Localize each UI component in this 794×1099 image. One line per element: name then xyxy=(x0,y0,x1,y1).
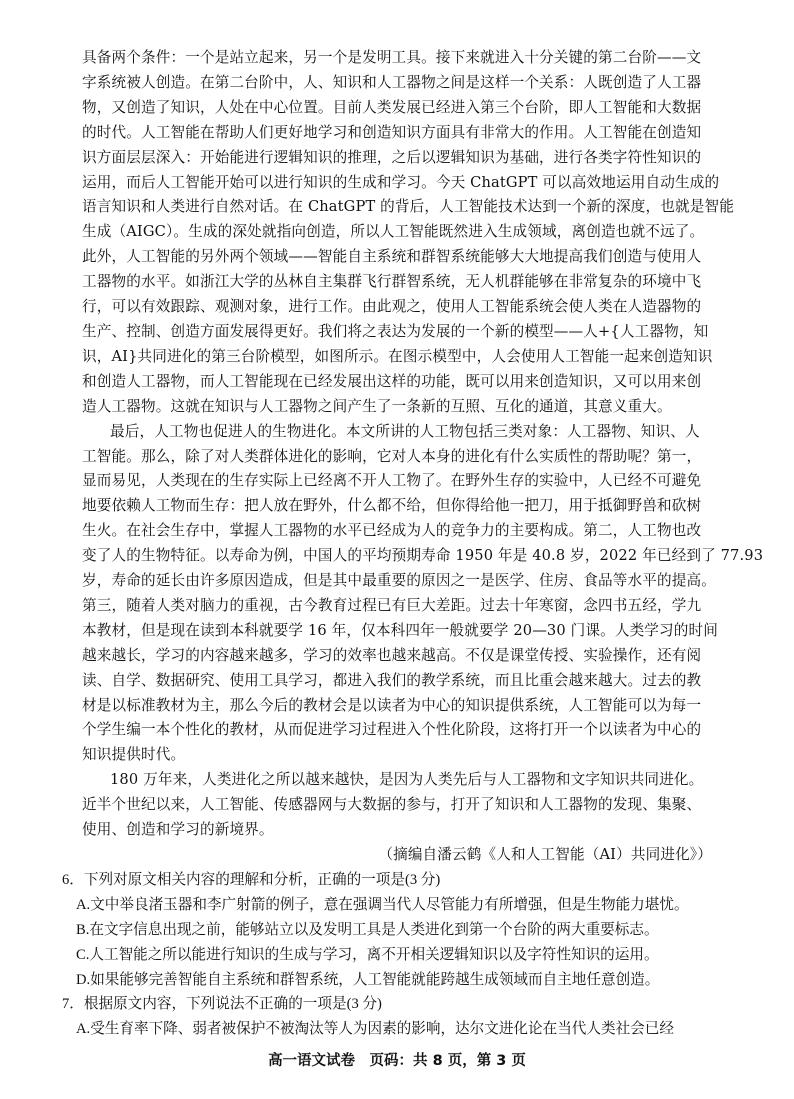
article-line: 字系统被人创造。在第二台阶中，人、知识和人工器物之间是这样一个关系：人既创造了人工器 xyxy=(82,73,702,91)
article-line: 的时代。人工智能在帮助人们更好地学习和创造知识方面具有非常大的作用。人工智能在创造知 xyxy=(82,123,702,141)
article-line: 180 万年来，人类进化之所以越来越快，是因为人类先后与人工器物和文字知识共同进化。 xyxy=(110,771,704,789)
article-line: 地要依赖人工物而生存：把人放在野外，什么都不给，但你得给他一把刀，用于抵御野兽和砍树 xyxy=(82,497,702,515)
article-line: 此外，人工智能的另外两个领域——智能自主系统和群智系统能够大大地提高我们创造与使用人 xyxy=(82,248,702,266)
page-footer: 高一语文试卷 页码：共 8 页，第 3 页 xyxy=(268,1053,526,1069)
answer-option-a: A.受生育率下降、弱者被保护不被淘汰等人为因素的影响，达尔文进化论在当代人类社会已经 xyxy=(76,1021,674,1038)
article-line: 材是以标准教材为主，那么今后的教材会是以读者为中心的知识提供系统，人工智能可以为每一 xyxy=(82,696,702,714)
article-line: 知识提供时代。 xyxy=(82,746,186,764)
article-line: 行，可以有效跟踪、观测对象，进行工作。由此观之，使用人工智能系统会使人类在人造器物的 xyxy=(82,298,702,316)
answer-option-c: C.人工智能之所以能进行知识的生成与学习，离不开相关逻辑知识以及字符性知识的运用。 xyxy=(76,946,659,963)
article-line: 识，AI}共同进化的第三台阶模型，如图所示。在图示模型中，人会使用人工智能一起来创造知识 xyxy=(82,347,713,365)
article-line: 第三，随着人类对脑力的重视，古今教育过程已有巨大差距。过去十年寒窗，念四书五经，学九 xyxy=(82,596,702,614)
article-line: 运用，而后人工智能开始可以进行知识的生成和学习。今天 ChatGPT 可以高效地运用自动生成的 xyxy=(82,173,720,191)
article-line: 使用、创造和学习的新境界。 xyxy=(82,821,274,839)
article-line: 物，又创造了知识，人处在中心位置。目前人类发展已经进入第三个台阶，即人工智能和大数据 xyxy=(82,98,702,116)
article-line: 工智能。那么，除了对人类群体进化的影响，它对人本身的进化有什么实质性的帮助呢？第一， xyxy=(82,447,702,465)
answer-option-a: A.文中举良渚玉器和李广射箭的例子，意在强调当代人尽管能力有所增强，但是生物能力堪忧。 xyxy=(76,896,689,913)
question-6 xyxy=(62,868,716,993)
article-line: 生产、控制、创造方面发展得更好。我们将之表达为发展的一个新的模型——人+{人工器物，知 xyxy=(82,322,709,340)
article-line: 生火。在社会生存中，掌握人工器物的水平已经成为人的竞争力的主要构成。第二，人工物也改 xyxy=(82,522,702,540)
article-line: 造人工器物。这就在知识与人工器物之间产生了一条新的互照、互化的通道，其意义重大。 xyxy=(82,397,672,415)
article-line: 具备两个条件：一个是站立起来，另一个是发明工具。接下来就进入十分关键的第二台阶——文 xyxy=(82,49,702,66)
article-line: 显而易见，人类现在的生存实际上已经离不开人工物了。在野外生存的实验中，人已经不可避免 xyxy=(82,472,702,490)
question-7 xyxy=(62,992,716,1042)
exam-page xyxy=(62,46,764,1042)
source-attribution: （摘编自潘云鹤《人和人工智能（AI）共同进化》） xyxy=(378,846,712,863)
article-line: 最后，人工物也促进人的生物进化。本文所讲的人工物包括三类对象：人工器物、知识、人 xyxy=(110,422,700,440)
article-line: 工器物的水平。如浙江大学的丛林自主集群飞行群智系统，无人机群能够在非常复杂的环境中飞 xyxy=(82,273,702,291)
question-stem: 6．下列对原文相关内容的理解和分析，正确的一项是(3 分) xyxy=(62,871,441,888)
article-line: 越来越长，学习的内容越来越多，学习的效率也越来越高。不仅是课堂传授、实验操作，还有阅 xyxy=(82,646,702,664)
article-line: 岁，寿命的延长由许多原因造成，但是其中最重要的原因之一是医学、住房、食品等水平的提高。 xyxy=(82,572,716,590)
article-line: 近半个世纪以来，人工智能、传感器网与大数据的参与，打开了知识和人工器物的发现、集聚、 xyxy=(82,796,702,814)
answer-option-b: B.在文字信息出现之前，能够站立以及发明工具是人类进化到第一个台阶的两大重要标志。 xyxy=(76,921,659,938)
question-stem: 7．根据原文内容，下列说法不正确的一项是(3 分) xyxy=(62,996,382,1013)
article-line: 读、自学、数据研究、使用工具学习，都进入我们的教学系统，而且比重会越来越大。过去的教 xyxy=(82,671,702,689)
article-line: 个学生编一本个性化的教材，从而促进学习过程进入个性化阶段，这将打开一个以读者为中心的 xyxy=(82,721,702,739)
article-line: 生成（AIGC）。生成的深处就指向创造，所以人工智能既然进入生成领域，离创造也就不远了。 xyxy=(82,223,705,241)
answer-option-d: D.如果能够完善智能自主系统和群智系统，人工智能就能跨越生成领域而自主地任意创造。 xyxy=(76,971,660,988)
article-line: 本教材，但是现在读到本科就要学 16 年，仅本科四年一般就要学 20—30 门课。人类学习的时间 xyxy=(82,621,719,639)
article-line: 语言知识和人类进行自然对话。在 ChatGPT 的背后，人工智能技术达到一个新的深度，也就是智能 xyxy=(82,198,734,216)
article-line: 识方面层层深入：开始能进行逻辑知识的推理，之后以逻辑知识为基础，进行各类字符性知识的 xyxy=(82,148,702,166)
article-text xyxy=(82,46,764,868)
article-line: 变了人的生物特征。以寿命为例，中国人的平均预期寿命 1950 年是 40.8 岁，2022 年已经到了 77.93 xyxy=(82,547,764,565)
article-line: 和创造人工器物，而人工智能现在已经发展出这样的功能，既可以用来创造知识，又可以用来创 xyxy=(82,372,702,390)
